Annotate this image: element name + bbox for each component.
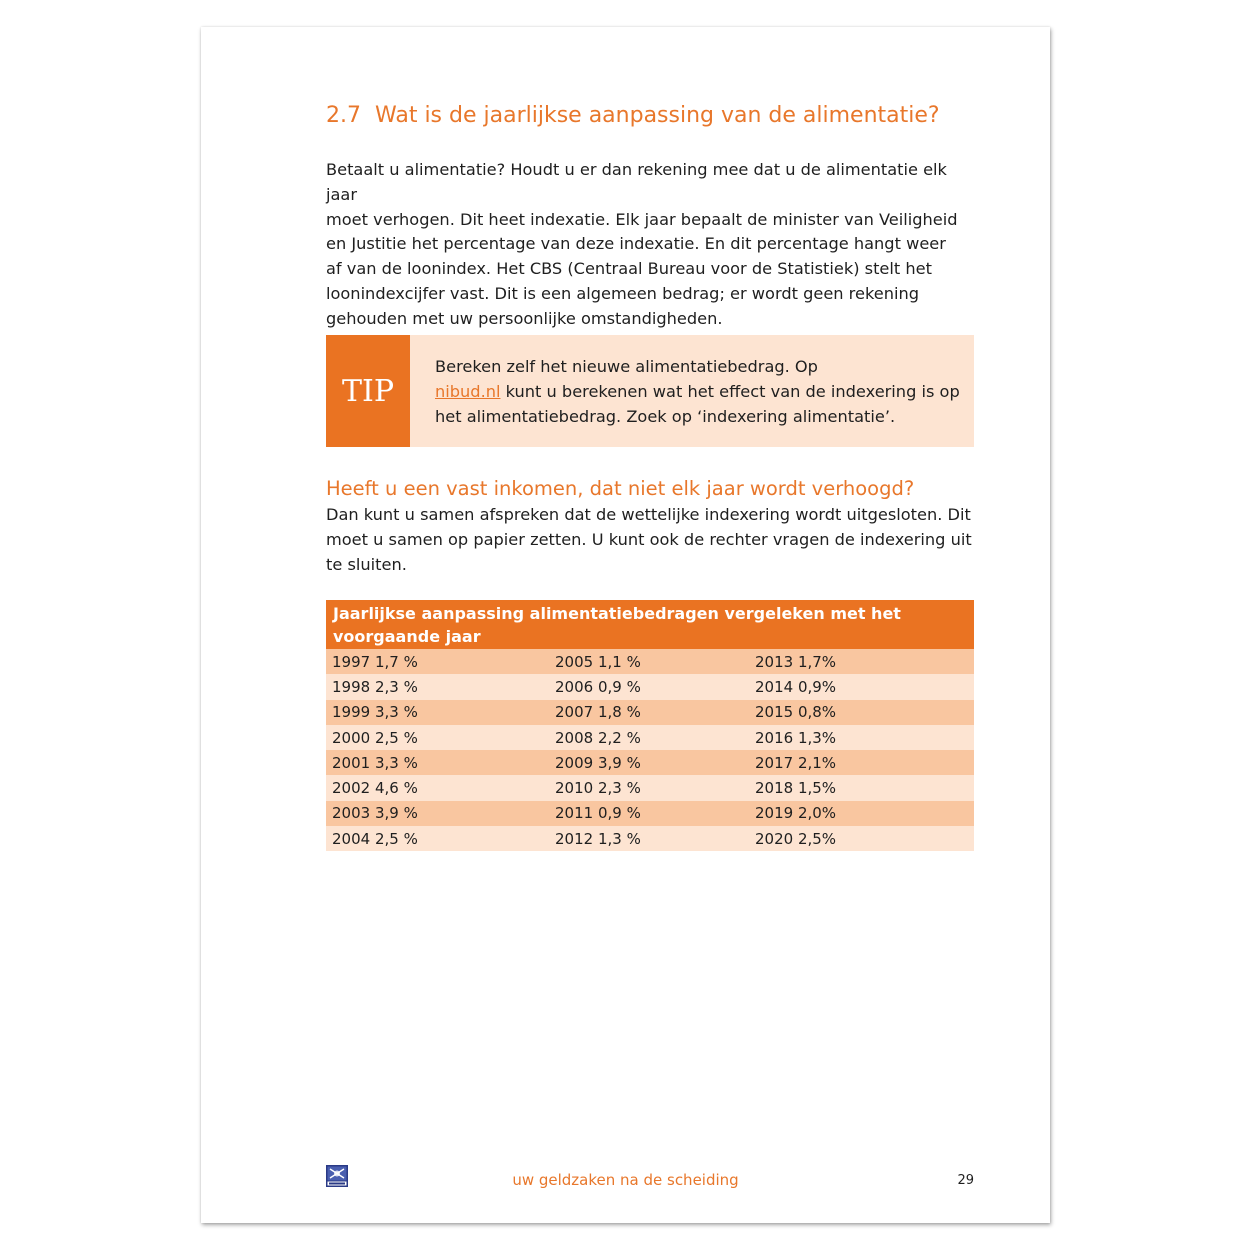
tip-text [410, 335, 965, 447]
subsection-line: te sluiten. [326, 554, 407, 574]
table-cell: 2015 0,8% [755, 703, 837, 722]
table-cell: 2014 0,9% [755, 677, 837, 696]
footer-title: uw geldzaken na de scheiding [512, 1171, 739, 1189]
table-body [326, 649, 974, 851]
table-cell: 2001 3,3 % [332, 753, 418, 772]
intro-line: moet verhogen. Dit heet indexatie. Elk jaar bepaalt de minister van Veiligheid [326, 209, 958, 229]
table-cell: 2000 2,5 % [332, 728, 418, 747]
section-number: 2.7 [326, 103, 361, 128]
nibud-link[interactable]: nibud.nl [435, 381, 501, 401]
tip-line [435, 380, 965, 405]
intro-line: af van de loonindex. Het CBS (Centraal Bureau voor de Statistiek) stelt het [326, 259, 932, 279]
tip-line: het alimentatiebedrag. Zoek op ‘indexering alimentatie’. [435, 406, 896, 426]
table-header-line: voorgaande jaar [333, 627, 481, 646]
table-cell: 2007 1,8 % [555, 703, 641, 722]
table-cell: 2008 2,2 % [555, 728, 641, 747]
intro-line: Betaalt u alimentatie? Houdt u er dan rekening mee dat u de alimentatie elk jaar [326, 160, 947, 204]
table-cell: 2005 1,1 % [555, 652, 641, 671]
table-row [326, 649, 974, 674]
section-heading [326, 103, 940, 128]
subsection-line: moet u samen op papier zetten. U kunt ook de rechter vragen de indexering uit [326, 529, 972, 549]
intro-paragraph [326, 158, 974, 332]
table-row [326, 801, 974, 826]
table-cell: 2019 2,0% [755, 804, 837, 823]
table-cell: 1997 1,7 % [332, 652, 418, 671]
table-cell: 2006 0,9 % [555, 677, 641, 696]
subsection-paragraph [326, 503, 974, 577]
table-cell: 2004 2,5 % [332, 829, 418, 848]
section-title-text: Wat is de jaarlijkse aanpassing van de alimentatie? [375, 103, 940, 128]
table-cell: 1999 3,3 % [332, 703, 418, 722]
table-row [326, 700, 974, 725]
table-cell: 2003 3,9 % [332, 804, 418, 823]
page-number: 29 [957, 1173, 974, 1188]
table-cell: 2011 0,9 % [555, 804, 641, 823]
table-cell: 2013 1,7% [755, 652, 837, 671]
table-cell: 2020 2,5% [755, 829, 837, 848]
table-row [326, 775, 974, 800]
table-cell: 2012 1,3 % [555, 829, 641, 848]
tip-box [326, 335, 974, 447]
table-header [326, 600, 974, 649]
table-cell: 1998 2,3 % [332, 677, 418, 696]
table-cell: 2002 4,6 % [332, 779, 418, 798]
tip-line-rest: kunt u berekenen wat het effect van de indexering is op [500, 381, 960, 401]
table-cell: 2009 3,9 % [555, 753, 641, 772]
table-row [326, 674, 974, 699]
tip-label: TIP [326, 335, 410, 447]
table-header-line: Jaarlijkse aanpassing alimentatiebedragen vergeleken met het [333, 604, 901, 623]
intro-line: en Justitie het percentage van deze indexatie. En dit percentage hangt weer [326, 234, 946, 254]
table-cell: 2016 1,3% [755, 728, 837, 747]
intro-line: loonindexcijfer vast. Dit is een algemeen bedrag; er wordt geen rekening [326, 283, 919, 303]
table-cell: 2017 2,1% [755, 753, 837, 772]
table-row [326, 725, 974, 750]
document-page [201, 27, 1050, 1223]
table-row [326, 750, 974, 775]
table-cell: 2018 1,5% [755, 779, 837, 798]
table-cell: 2010 2,3 % [555, 779, 641, 798]
tip-line: Bereken zelf het nieuwe alimentatiebedrag. Op [435, 357, 818, 376]
subsection-heading: Heeft u een vast inkomen, dat niet elk jaar wordt verhoogd? [326, 477, 915, 500]
intro-line: gehouden met uw persoonlijke omstandigheden. [326, 308, 723, 328]
indexation-table [326, 600, 974, 851]
table-row [326, 826, 974, 851]
subsection-line: Dan kunt u samen afspreken dat de wettelijke indexering wordt uitgesloten. Dit [326, 505, 971, 524]
